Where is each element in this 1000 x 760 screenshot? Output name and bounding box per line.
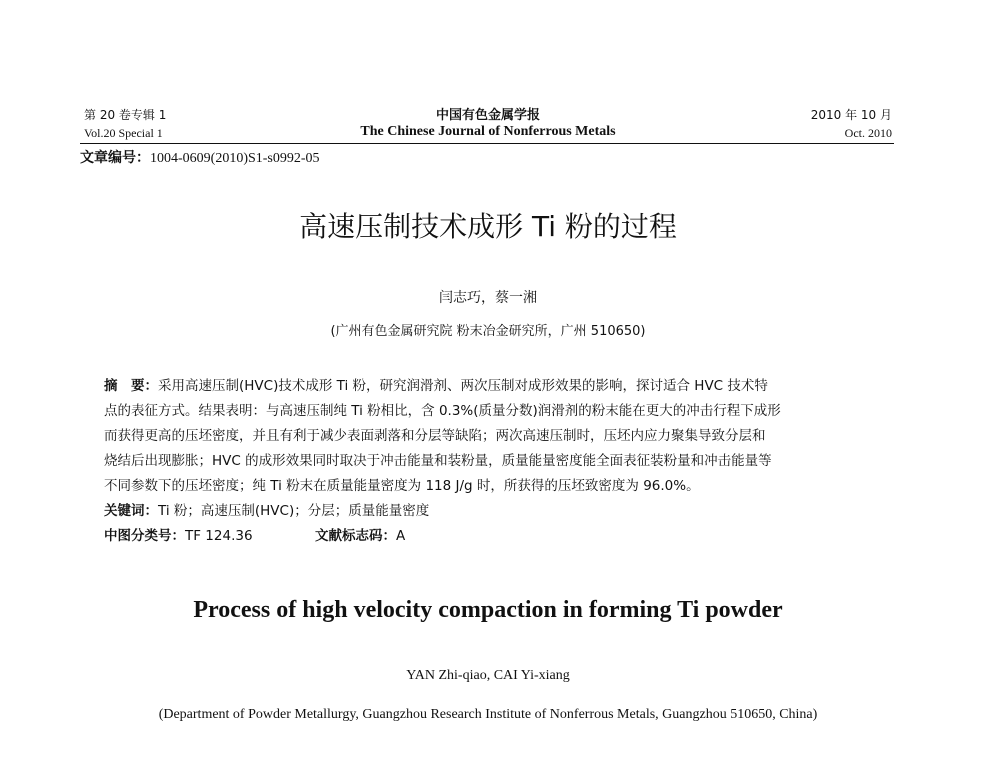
journal-name-en: The Chinese Journal of Nonferrous Metals [360, 124, 616, 139]
page-title-en: Process of high velocity compaction in forming Ti powder [193, 597, 783, 623]
journal-name-cn: 中国有色金属学报 [435, 108, 540, 123]
doc-code-label: 文献标志码： [315, 528, 396, 544]
abstract [104, 374, 874, 549]
affiliation-en: (Department of Powder Metallurgy, Guangzhou Research Institute of Nonferrous Metals, Guangzhou 510650, China) [158, 707, 818, 722]
header-rule [80, 143, 894, 144]
page-title-cn: 高速压制技术成形 Ti 粉的过程 [299, 210, 677, 243]
authors-cn: 闫志巧，蔡一湘 [439, 290, 537, 306]
article-number [80, 147, 320, 167]
volume-label-cn: 第 20 卷专辑 1 [84, 108, 167, 122]
keywords-label: 关键词： [104, 503, 158, 519]
abstract-line: 而获得更高的压坯密度，并且有利于减少表面剥落和分层等缺陷；两次高速压制时，压坯内应力聚集导致分层和 [104, 428, 766, 444]
keywords-line [104, 499, 874, 524]
article-number-label: 文章编号： [80, 150, 150, 166]
classification-value: TF 124.36 [185, 528, 253, 544]
abstract-line: 不同参数下的压坯密度；纯 Ti 粉末在质量能量密度为 118 J/g 时，所获得的压坯致密度为 96.0%。 [104, 478, 700, 494]
affiliation-cn: (广州有色金属研究院 粉末冶金研究所，广州 510650) [330, 324, 646, 339]
abstract-line: 烧结后出现膨胀；HVC 的成形效果同时取决于冲击能量和装粉量，质量能量密度能全面表征装粉量和冲击能量等 [104, 453, 772, 469]
abstract-line [104, 374, 874, 399]
authors-en: YAN Zhi-qiao, CAI Yi-xiang [406, 668, 570, 683]
keywords-value: Ti 粉；高速压制(HVC)；分层；质量能量密度 [158, 503, 430, 519]
article-number-value: 1004-0609(2010)S1-s0992-05 [150, 151, 320, 166]
abstract-line: 点的表征方式。结果表明：与高速压制纯 Ti 粉相比，含 0.3%(质量分数)润滑剂的粉末能在更大的冲击行程下成形 [104, 403, 781, 419]
doc-code-value: A [396, 528, 406, 544]
classification-label: 中图分类号： [104, 528, 185, 544]
abstract-label: 摘 要： [104, 378, 158, 394]
abstract-line-text: 采用高速压制(HVC)技术成形 Ti 粉，研究润滑剂、两次压制对成形效果的影响，探讨适合 HVC 技术特 [158, 378, 768, 394]
issue-date-en: Oct. 2010 [844, 126, 892, 140]
classification-line [104, 524, 874, 549]
volume-label-en: Vol.20 Special 1 [84, 126, 163, 140]
issue-date-cn: 2010 年 10 月 [810, 108, 892, 122]
